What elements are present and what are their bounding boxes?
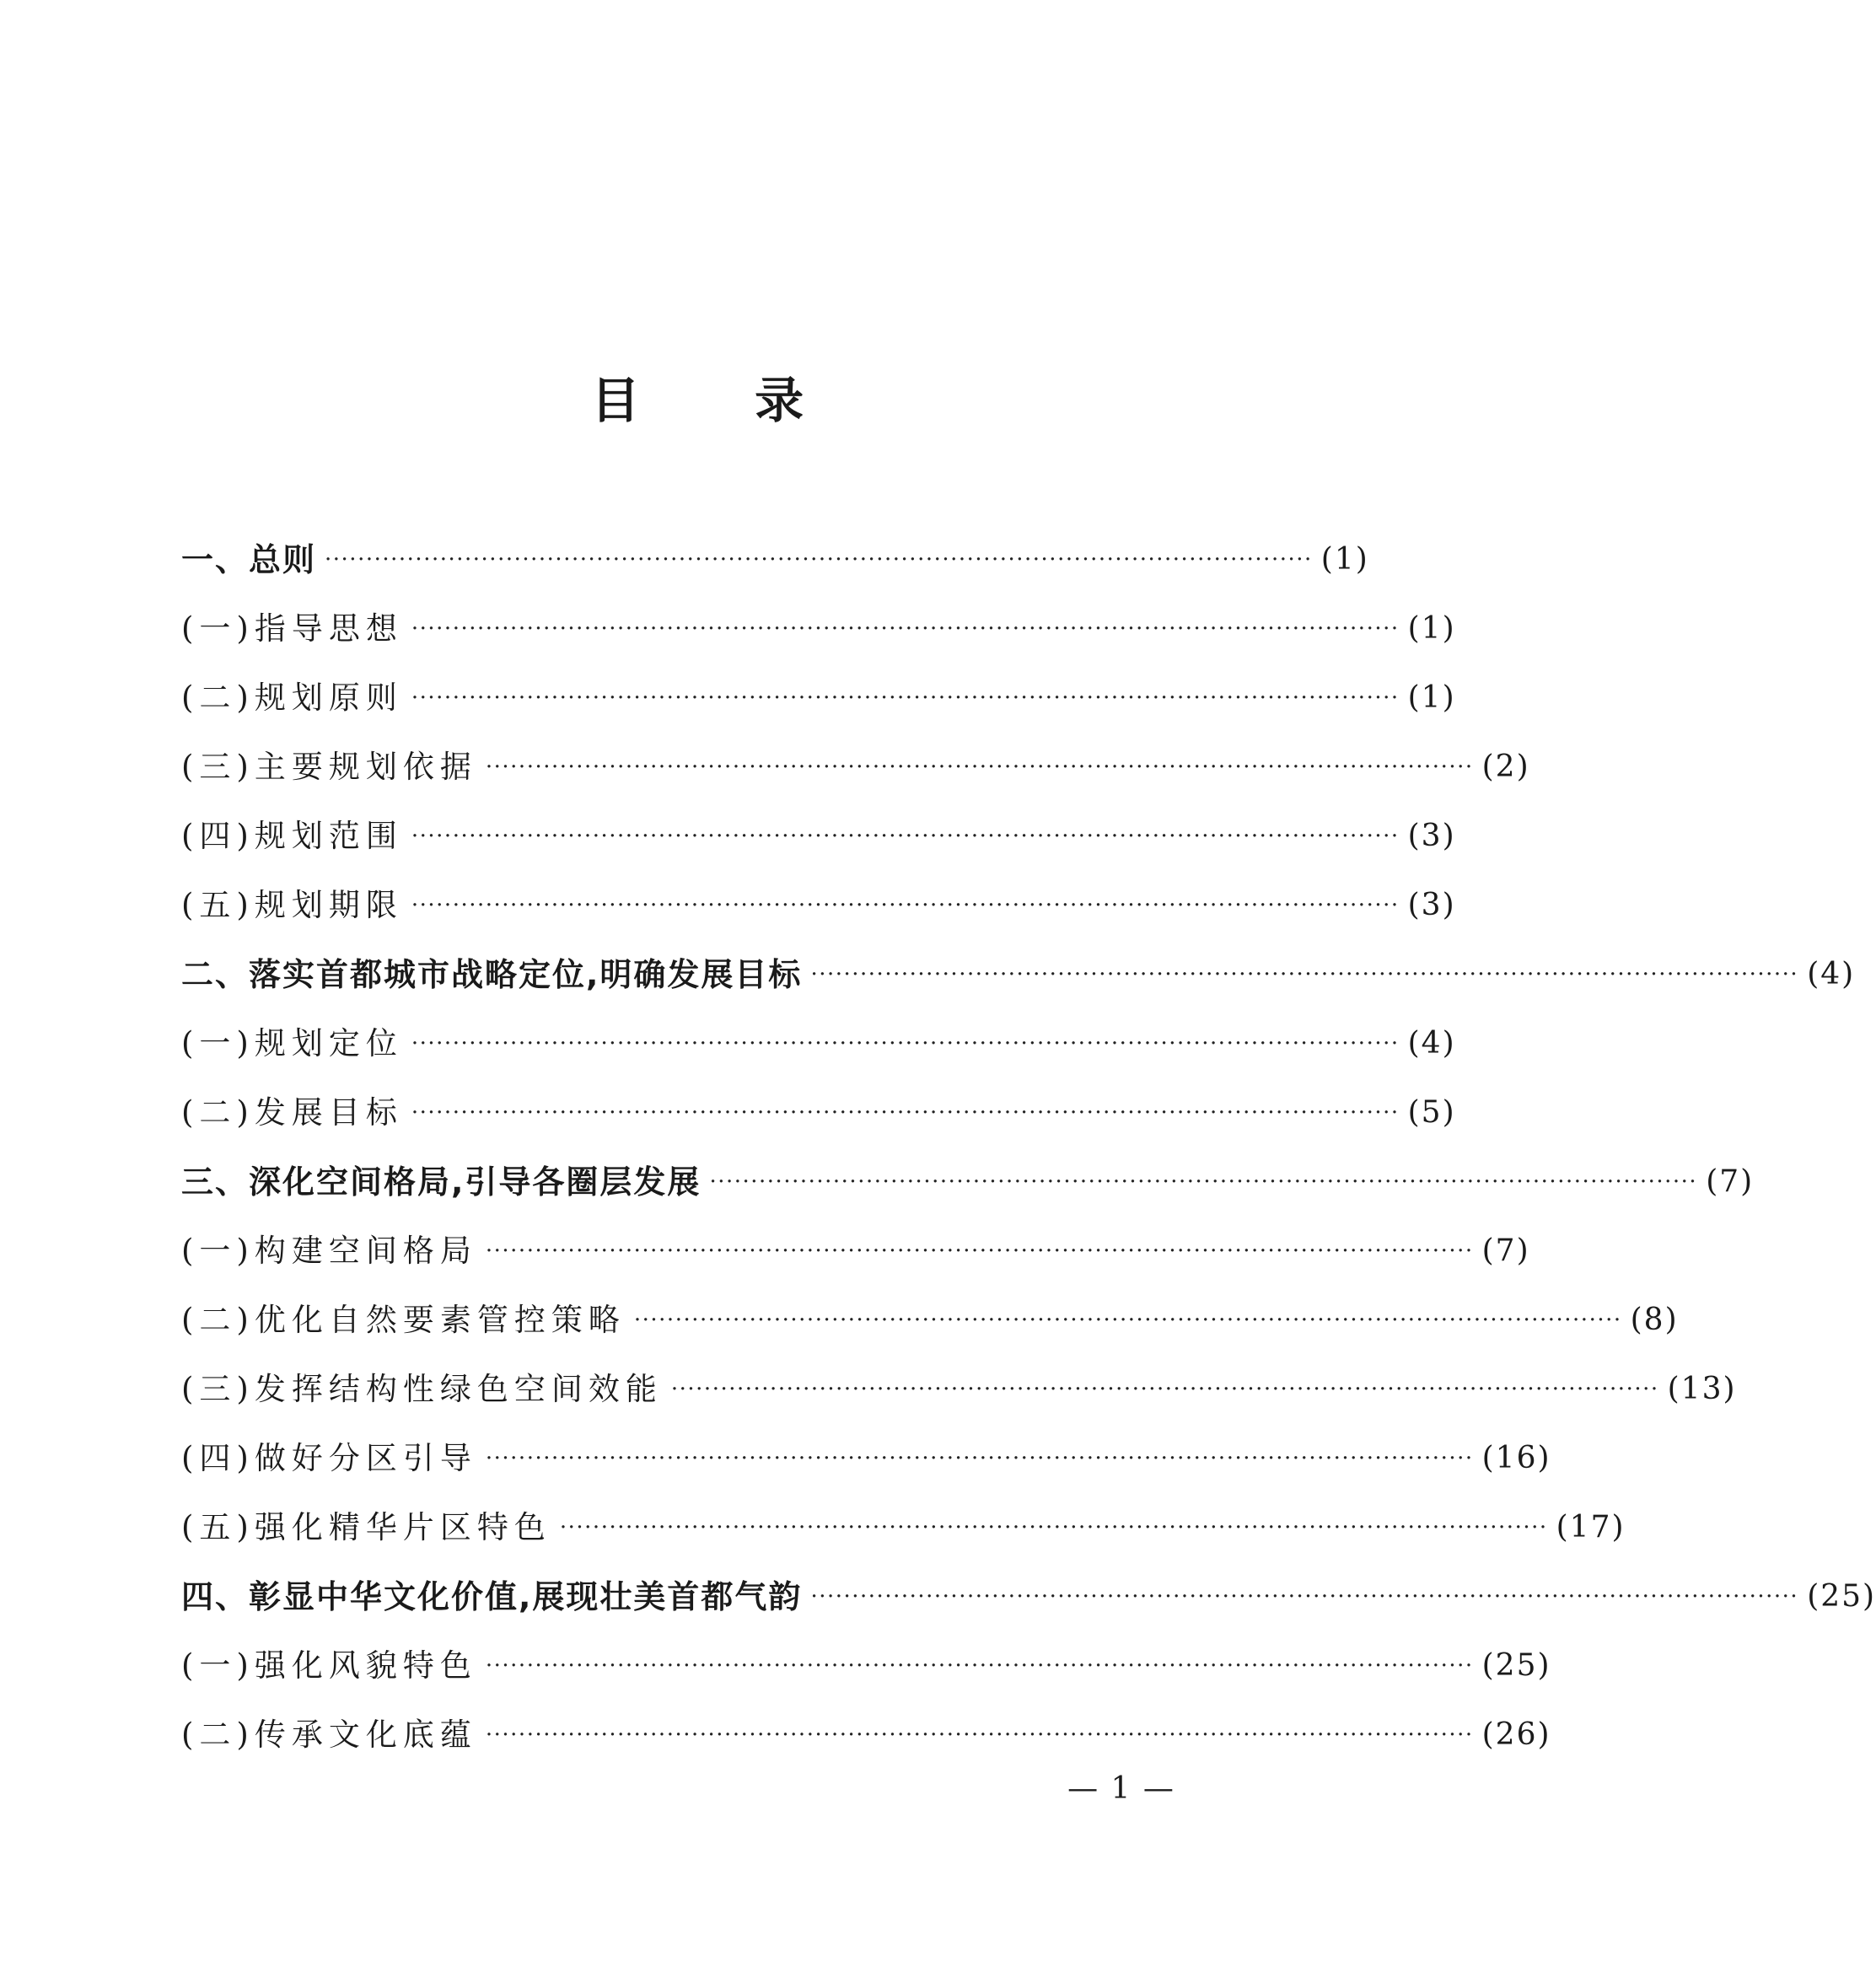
toc-entry[interactable] [181, 929, 1856, 998]
toc-leader-dots: ························································································································ [411, 685, 1400, 711]
toc-entry-text: 四、彰显中华文化价值,展现壮美首都气韵 [181, 1578, 803, 1615]
toc-entry[interactable] [181, 1551, 1876, 1620]
toc-entry-text: (二)规划原则 [181, 680, 403, 716]
toc-entry[interactable] [181, 998, 1456, 1067]
toc-page-number: (25) [1807, 1579, 1876, 1614]
toc-entry-text: (二)优化自然要素管控策略 [181, 1302, 626, 1338]
toc-leader-dots: ························································································································ [485, 1446, 1474, 1471]
toc-entry-text: 一、总则 [181, 541, 317, 578]
toc-page-number: (1) [1320, 542, 1369, 577]
toc-leader-dots: ························································································································ [670, 1377, 1659, 1402]
toc-entry-text: (四)做好分区引导 [181, 1440, 477, 1476]
toc-leader-dots: ························································································································ [411, 1031, 1400, 1056]
toc-entry[interactable] [181, 653, 1456, 722]
toc-entry[interactable] [181, 1690, 1551, 1759]
toc-page-number: (4) [1407, 1026, 1456, 1061]
toc-leader-dots: ························································································································ [810, 962, 1799, 987]
toc-page-number: (25) [1481, 1648, 1551, 1683]
toc-page-number: (3) [1407, 888, 1456, 922]
toc-page-number: (13) [1667, 1372, 1737, 1406]
page-number: — 1 — [1067, 1771, 1175, 1806]
toc-entry-text: (三)发挥结构性绿色空间效能 [181, 1371, 663, 1407]
toc-page-number: (1) [1407, 611, 1456, 646]
toc-leader-dots: ························································································································ [633, 1308, 1622, 1333]
toc-leader-dots: ························································································································ [411, 893, 1400, 918]
toc-entry[interactable] [181, 1413, 1551, 1482]
toc-page-number: (7) [1706, 1164, 1755, 1199]
toc-entry-text: (三)主要规划依据 [181, 749, 477, 785]
toc-entry[interactable] [181, 1067, 1456, 1136]
toc-entry-text: (五)强化精华片区特色 [181, 1509, 551, 1545]
toc-entry-text: (一)强化风貌特色 [181, 1647, 477, 1684]
toc-leader-dots: ························································································································ [485, 1239, 1474, 1264]
toc-leader-dots: ························································································································ [411, 1100, 1400, 1126]
toc-page-number: (16) [1481, 1441, 1551, 1475]
toc-page-number: (5) [1407, 1095, 1456, 1130]
toc-entry[interactable] [181, 1206, 1530, 1275]
toc-page-number: (1) [1407, 680, 1456, 715]
toc-page-number: (7) [1481, 1233, 1530, 1268]
toc-leader-dots: ························································································································ [709, 1169, 1698, 1195]
toc-entry[interactable] [181, 583, 1456, 653]
toc-entry-text: 二、落实首都城市战略定位,明确发展目标 [181, 956, 803, 993]
toc-entry-text: (二)发展目标 [181, 1094, 403, 1131]
toc-page-number: (3) [1407, 819, 1456, 853]
toc-entry[interactable] [181, 1482, 1626, 1551]
toc-entry[interactable] [181, 791, 1456, 860]
toc-leader-dots: ························································································································ [810, 1584, 1799, 1609]
toc-leader-dots: ························································································································ [485, 755, 1474, 780]
toc-entry-text: (一)指导思想 [181, 610, 403, 647]
toc-leader-dots: ························································································································ [411, 616, 1400, 642]
toc-page-number: (17) [1556, 1510, 1626, 1545]
toc-title: 目 录 [590, 372, 853, 429]
toc-leader-dots: ························································································································ [485, 1722, 1474, 1748]
toc-leader-dots: ························································································································ [325, 547, 1313, 572]
toc-entry[interactable] [181, 722, 1530, 791]
toc-entry-text: 三、深化空间格局,引导各圈层发展 [181, 1163, 701, 1201]
toc-leader-dots: ························································································································ [485, 1653, 1474, 1679]
toc-entry[interactable] [181, 1136, 1755, 1206]
toc-entry-text: (四)规划范围 [181, 818, 403, 854]
toc-page-number: (26) [1481, 1717, 1551, 1752]
toc-entry[interactable] [181, 1344, 1737, 1413]
toc-leader-dots: ························································································································ [559, 1515, 1548, 1540]
toc-entry-text: (一)构建空间格局 [181, 1233, 477, 1269]
toc-leader-dots: ························································································································ [411, 824, 1400, 849]
toc-entry[interactable] [181, 1275, 1679, 1344]
toc-entry-text: (二)传承文化底蕴 [181, 1717, 477, 1753]
toc-entry[interactable] [181, 860, 1456, 929]
toc-entry[interactable] [181, 1620, 1551, 1690]
toc-entry[interactable] [181, 514, 1369, 583]
toc-page-number: (2) [1481, 750, 1530, 784]
toc-entry-text: (五)规划期限 [181, 887, 403, 923]
toc-entry-text: (一)规划定位 [181, 1025, 403, 1061]
toc-page-number: (8) [1630, 1303, 1679, 1337]
table-of-contents [181, 514, 1876, 1759]
toc-page-number: (4) [1807, 957, 1856, 991]
